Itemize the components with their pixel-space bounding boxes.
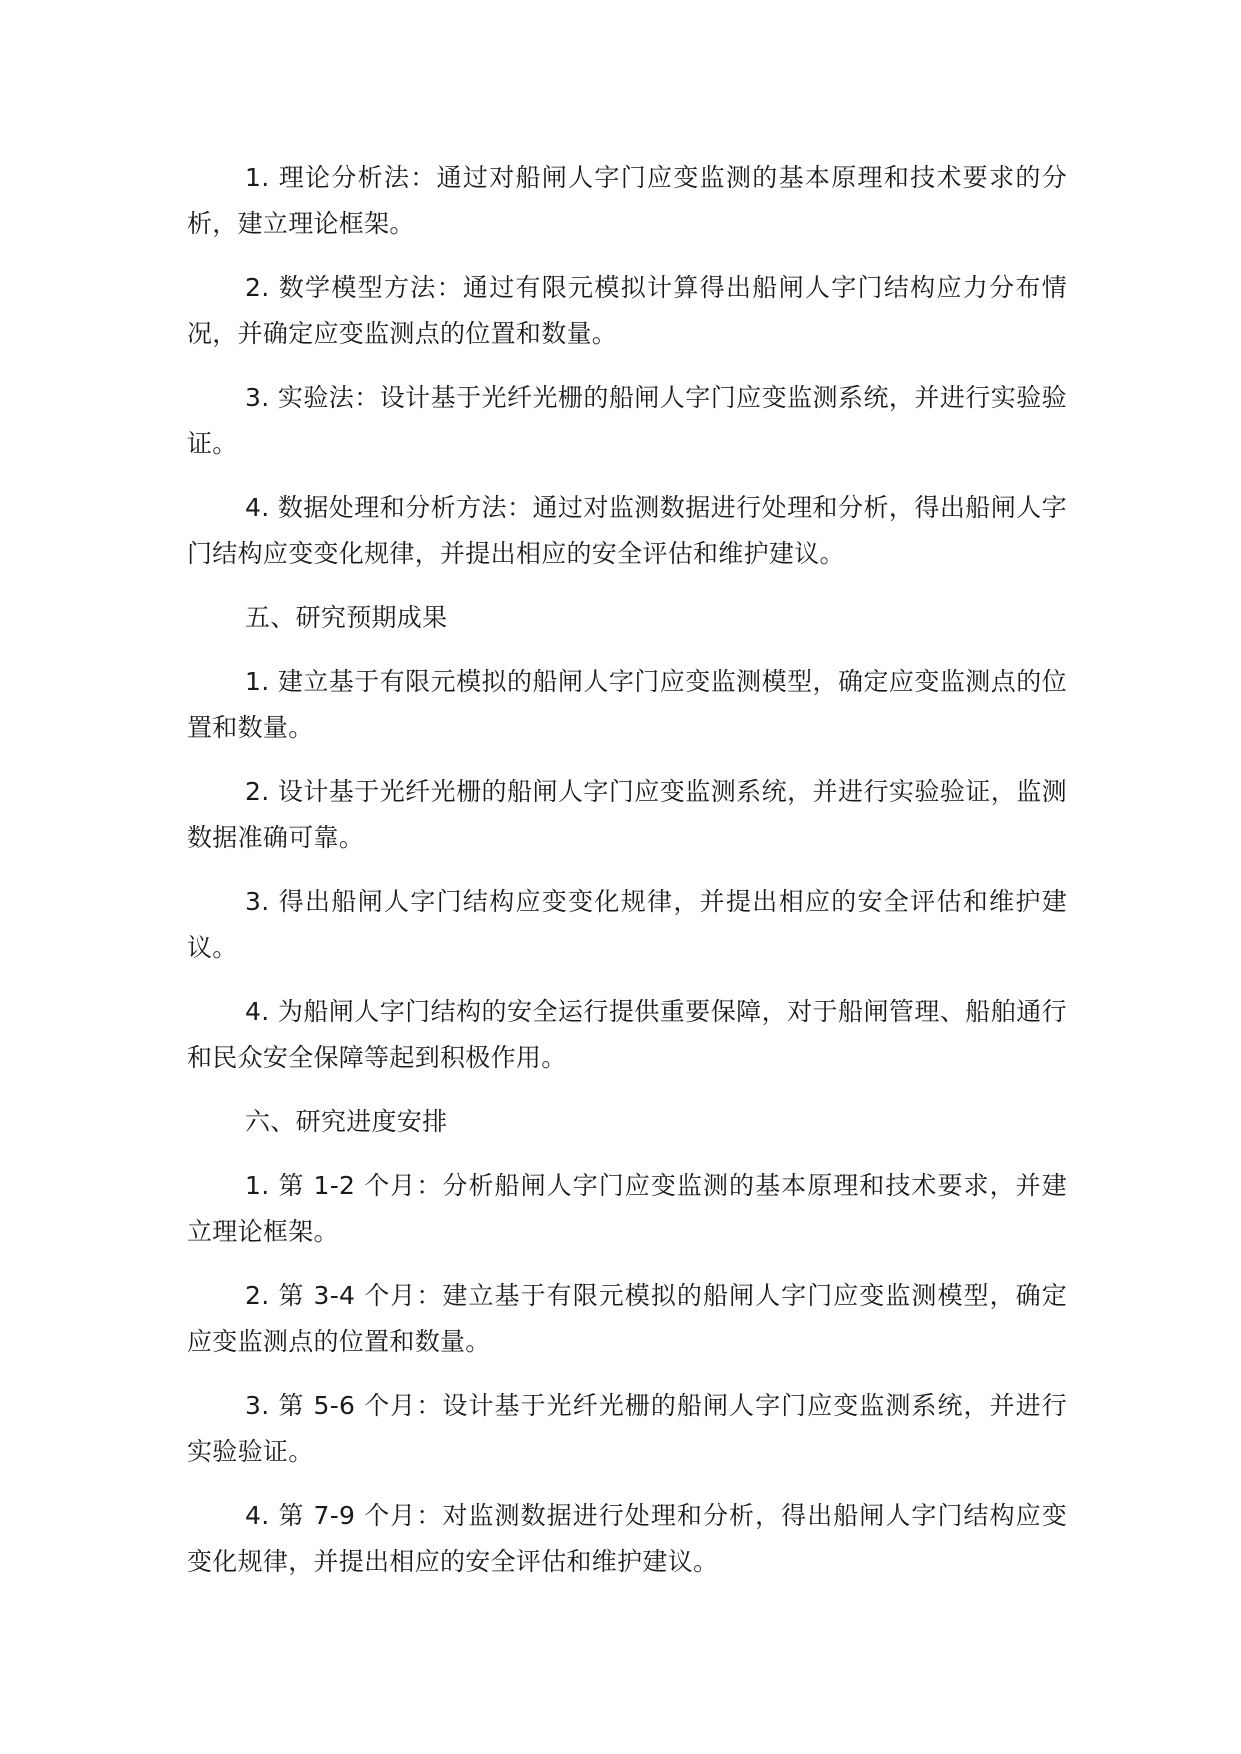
schedule-item-3: 3. 第 5-6 个月：设计基于光纤光栅的船闸人字门应变监测系统，并进行实验验证。 xyxy=(187,1391,1067,1466)
result-item-1: 1. 建立基于有限元模拟的船闸人字门应变监测模型，确定应变监测点的位置和数量。 xyxy=(187,667,1067,742)
section-heading-schedule: 六、研究进度安排 xyxy=(245,1107,448,1136)
method-item-2: 2. 数学模型方法：通过有限元模拟计算得出船闸人字门结构应力分布情况，并确定应变监测点的位置和数量。 xyxy=(187,273,1067,348)
method-item-1: 1. 理论分析法：通过对船闸人字门应变监测的基本原理和技术要求的分析，建立理论框架。 xyxy=(187,163,1067,238)
document-body xyxy=(187,155,1067,1603)
result-item-4: 4. 为船闸人字门结构的安全运行提供重要保障，对于船闸管理、船舶通行和民众安全保障等起到积极作用。 xyxy=(187,997,1067,1072)
schedule-item-1: 1. 第 1-2 个月：分析船闸人字门应变监测的基本原理和技术要求，并建立理论框架。 xyxy=(187,1171,1067,1246)
method-item-3: 3. 实验法：设计基于光纤光栅的船闸人字门应变监测系统，并进行实验验证。 xyxy=(187,383,1067,458)
section-heading-expected-results: 五、研究预期成果 xyxy=(245,603,448,632)
schedule-item-4: 4. 第 7-9 个月：对监测数据进行处理和分析，得出船闸人字门结构应变变化规律，并提出相应的安全评估和维护建议。 xyxy=(187,1501,1067,1576)
result-item-3: 3. 得出船闸人字门结构应变变化规律，并提出相应的安全评估和维护建议。 xyxy=(187,887,1067,962)
method-item-4: 4. 数据处理和分析方法：通过对监测数据进行处理和分析，得出船闸人字门结构应变变化规律，并提出相应的安全评估和维护建议。 xyxy=(187,493,1067,568)
result-item-2: 2. 设计基于光纤光栅的船闸人字门应变监测系统，并进行实验验证，监测数据准确可靠。 xyxy=(187,777,1067,852)
schedule-item-2: 2. 第 3-4 个月：建立基于有限元模拟的船闸人字门应变监测模型，确定应变监测点的位置和数量。 xyxy=(187,1281,1067,1356)
